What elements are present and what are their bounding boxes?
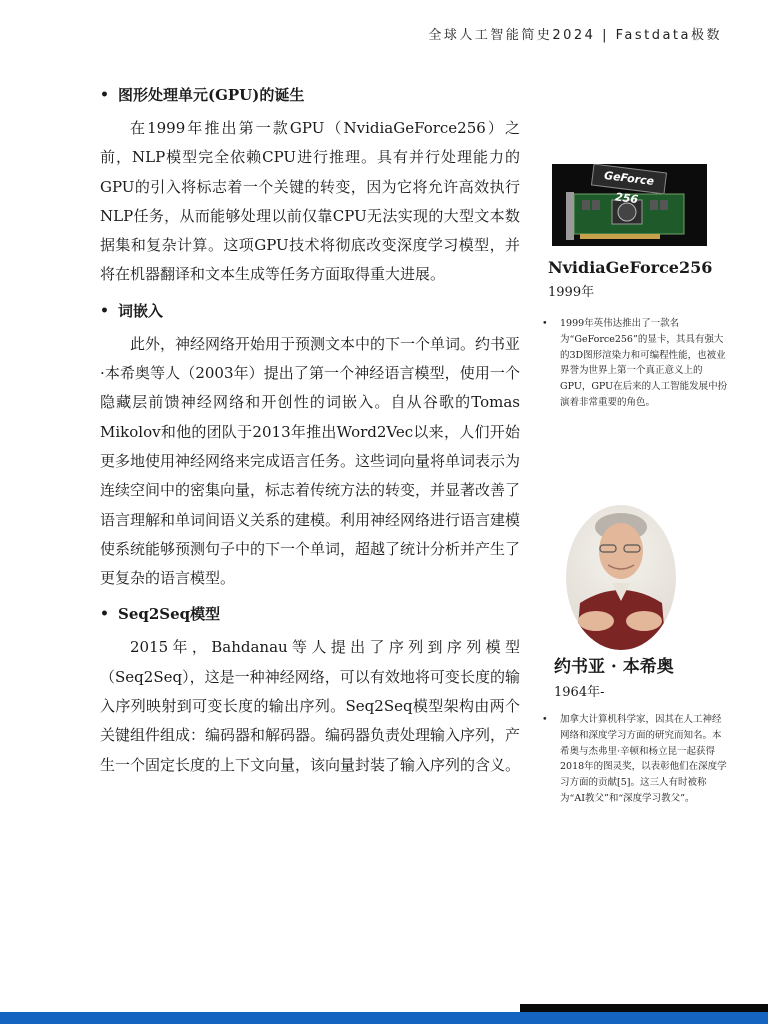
gpu-note: • 1999年英伟达推出了一款名为“GeForce256”的显卡，其具有强大的3D图形渲染力和可编程性能，也被业界誉为世界上第一个真正意义上的GPU，GPU在后来的人工智能发展中扮演着非常重要的角色。 [540, 316, 730, 411]
section-title-gpu: • 图形处理单元(GPU)的诞生 [100, 82, 520, 108]
gpu-card-image [552, 164, 707, 246]
section-title-word-embedding: • 词嵌入 [100, 298, 520, 324]
bengio-note: • 加拿大计算机科学家，因其在人工神经网络和深度学习方面的研究而知名。本希奥与杰弗里·辛顿和杨立昆一起获得2018年的图灵奖，以表彰他们在深度学习方面的贡献[5]。这三人有时被称为“AI教父”和“深度学习教父”。 [540, 712, 730, 807]
gpu-name: NvidiaGeForce256 [548, 258, 713, 277]
gpu-year: 1999年 [548, 285, 595, 300]
bengio-year: 1964年- [554, 685, 605, 700]
section-paragraph-seq2seq: 2015年，Bahdanau等人提出了序列到序列模型（Seq2Seq），这是一种神经网络，可以有效地将可变长度的输入序列映射到可变长度的输出序列。Seq2Seq模型架构由两个关键组件组成：编码器和解码器。编码器负责处理输入序列，产生一个固定长度的上下文向量，该向量封装了输入序列的含义。 [100, 638, 521, 774]
bengio-info-card [540, 652, 730, 807]
section-paragraph-word-embedding: 此外，神经网络开始用于预测文本中的下一个单词。约书亚·本希奥等人（2003年）提出了第一个神经语言模型，使用一个隐藏层前馈神经网络和开创性的词嵌入。自从谷歌的Tomas Mikolov和他的团队于2013年推出Word2Vec以来，人们开始更多地使用神经网络来完成语言任务。这些词向量将单词表示为连续空间中的密集向量，标志着传统方法的转变，并显著改善了语言理解和单词间语义关系的建模。利用神经网络进行语言建模使系统能够预测句子中的下一个单词，超越了统计分析并产生了更复杂的语言模型。 [100, 334, 521, 588]
gpu-info-card [540, 258, 730, 411]
bengio-portrait [566, 505, 676, 650]
footer-blue-bar [0, 1012, 768, 1024]
gpu-card-label: GeForce 256 [591, 164, 667, 194]
main-text-column [100, 82, 520, 788]
bengio-name: 约书亚 · 本希奥 [554, 657, 674, 677]
bengio-portrait-illustration [566, 505, 676, 650]
section-title-seq2seq: • Seq2Seq模型 [100, 601, 520, 627]
page-header: 全球人工智能简史2024 | Fastdata极数 [428, 28, 722, 43]
section-paragraph-gpu: 在1999年推出第一款GPU（NvidiaGeForce256）之前，NLP模型完全依赖CPU进行推理。具有并行处理能力的GPU的引入将标志着一个关键的转变，因为它将允许高效执行NLP任务，从而能够处理以前仅靠CPU无法实现的大型文本数据集和复杂计算。这项GPU技术将彻底改变深度学习模型，并将在机器翻译和文本生成等任务方面取得重大进展。 [100, 119, 520, 284]
